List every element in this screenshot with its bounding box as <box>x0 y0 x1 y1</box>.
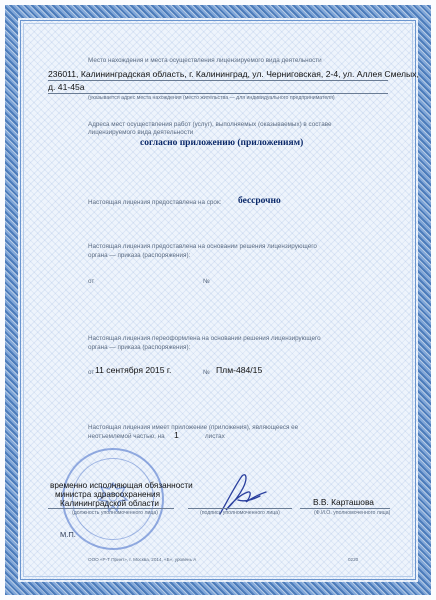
signer-position-line2: министра здравоохранения <box>55 490 161 499</box>
signature-note: (подпись уполномоченного лица) <box>200 510 280 516</box>
reissue-number-label: № <box>203 369 210 376</box>
mp-label: М.П. <box>60 530 76 539</box>
location-note: (указывается адрес места нахождения (место жительства — для индивидуального предпринимателя) <box>88 95 335 101</box>
basis-caption-line2: органа — приказа (распоряжения): <box>88 252 191 259</box>
reissue-caption-line2: органа — приказа (распоряжения): <box>88 344 191 351</box>
works-caption-line2: лицензируемого вида деятельности <box>88 129 194 136</box>
location-address-line2: д. 41-45а <box>48 82 85 92</box>
term-caption: Настоящая лицензия предоставлена на срок: <box>88 199 222 206</box>
appendix-caption-line2a: неотъемлемой частью, на <box>88 433 165 440</box>
reissue-from-label: от <box>88 369 95 376</box>
printer-imprint: ООО «Р-Т Принт», г. Москва, 2014, «Б», уровень А <box>88 557 197 562</box>
works-caption-line1: Адреса мест осуществления работ (услуг), выполняемых (оказываемых) в составе <box>88 121 332 128</box>
reissue-date: 11 сентября 2015 г. <box>95 365 172 375</box>
basis-caption-line1: Настоящая лицензия предоставлена на основании решения лицензирующего <box>88 243 317 250</box>
signer-name-note: (Ф.И.О. уполномоченного лица) <box>314 510 391 516</box>
term-value: бессрочно <box>238 196 281 206</box>
appendix-caption-line2b: листах <box>205 433 225 440</box>
signer-name: В.В. Карташова <box>313 497 374 507</box>
form-code: 0220 <box>348 557 359 562</box>
location-address-line1: 236011, Калининградская область, г. Калининград, ул. Черниговская, 2-4, ул. Аллея Смелых, <box>48 69 419 79</box>
rule <box>48 80 388 81</box>
basis-from-label: от <box>88 278 95 285</box>
works-value: согласно приложению (приложениям) <box>140 138 304 148</box>
appendix-caption-line1: Настоящая лицензия имеет приложение (приложения), являющееся ее <box>88 424 299 431</box>
appendix-count: 1 <box>174 430 179 440</box>
signer-position-line1: временно исполняющая обязанности <box>50 481 193 490</box>
reissue-number: Плм-484/15 <box>216 365 263 375</box>
reissue-caption-line1: Настоящая лицензия переоформлена на основании решения лицензирующего <box>88 335 321 342</box>
signer-position-line3: Калининградской области <box>60 499 159 508</box>
signer-position-note: (должность уполномоченного лица) <box>72 510 158 516</box>
location-caption: Место нахождения и места осуществления лицензируемого вида деятельности <box>88 57 322 64</box>
basis-number-label: № <box>203 278 210 285</box>
